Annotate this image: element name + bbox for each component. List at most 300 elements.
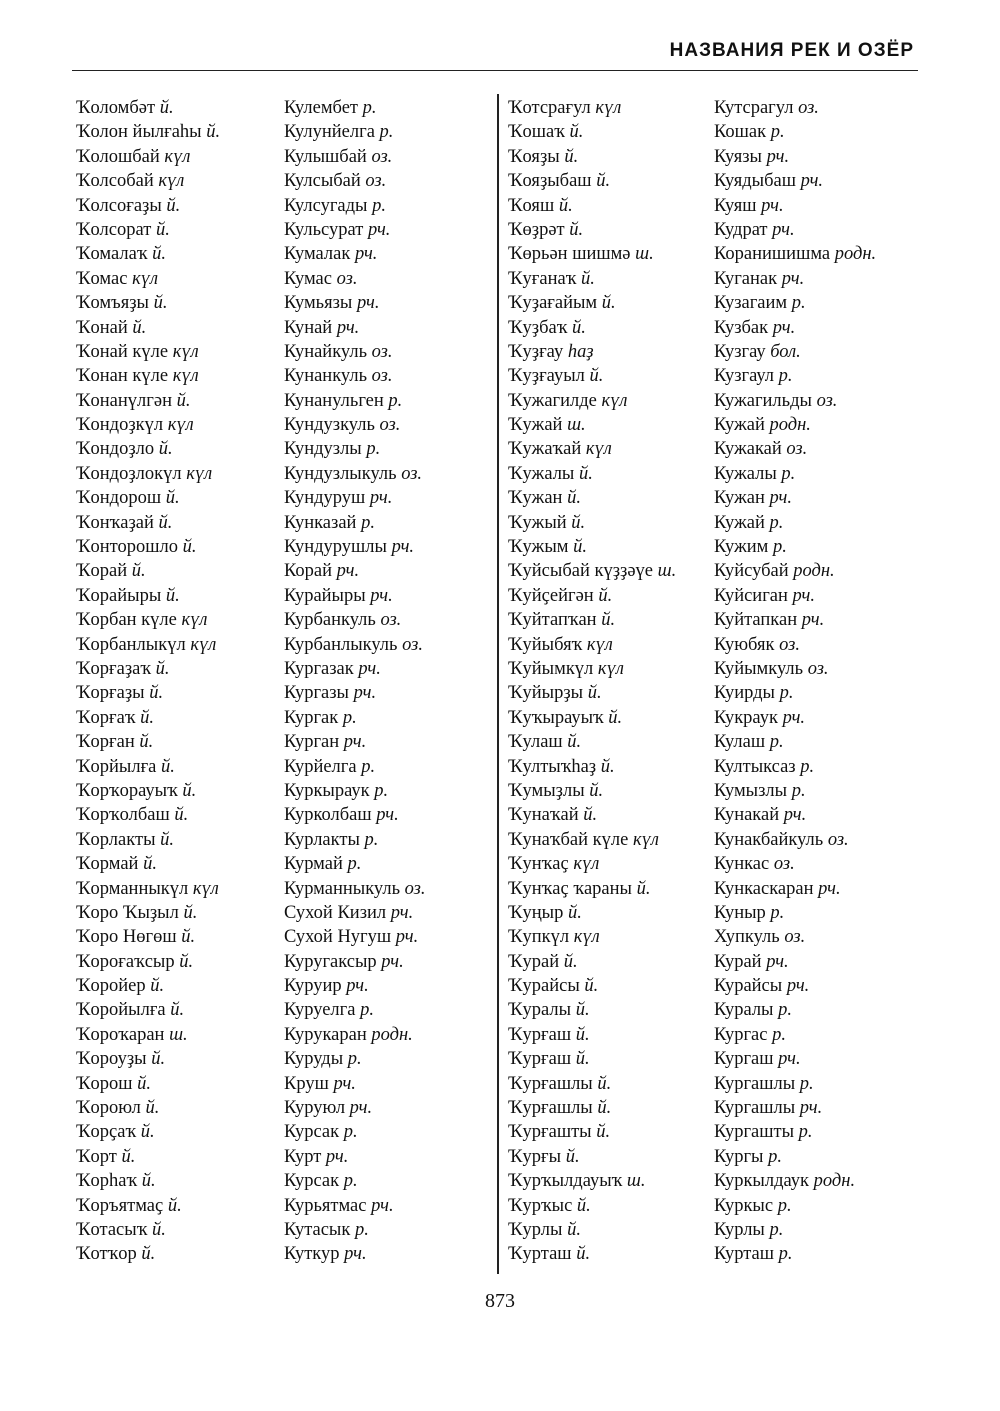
bashkir-name-entry-name: Ҡурғаш [508,1024,572,1045]
bashkir-name-entry-abbreviation: й. [165,488,180,509]
bashkir-name-entry-name: Ҡуҙғау [508,341,564,362]
russian-name-entry-abbreviation: рч. [344,1244,367,1265]
russian-name-entry-abbreviation: р. [791,293,806,314]
bashkir-name-entry-abbreviation: й. [155,658,170,679]
russian-name-entry-abbreviation: рч. [343,732,367,753]
russian-name-entry-abbreviation: родн. [793,561,835,582]
russian-name-entry [714,340,934,364]
russian-name-entry [284,145,494,169]
russian-name-entry-name: Кургашлы [714,1073,796,1094]
russian-name-entry-abbreviation: рч. [783,805,807,826]
russian-name-entry-abbreviation: рч. [778,1049,801,1070]
bashkir-name-entry [76,389,276,413]
bashkir-name-entry-abbreviation: й. [563,951,578,972]
bashkir-name-entry [508,779,712,803]
russian-name-entry-name: Кузбак [714,317,769,338]
bashkir-name-entry [508,803,712,827]
russian-name-entry-abbreviation: рч. [370,585,393,606]
bashkir-name-entry-abbreviation: й. [137,1073,152,1094]
russian-name-entry-abbreviation: бол. [770,341,801,362]
bashkir-name-entry-abbreviation: й. [567,488,581,509]
bashkir-name-entry [508,169,712,193]
bashkir-name-entry-name: Ҡуҙғауыл [508,366,585,387]
bashkir-name-entry-abbreviation: күл [192,878,219,899]
bashkir-name-entry-name: Ҡороҡаран [76,1024,165,1045]
bashkir-name-entry [76,486,276,510]
russian-name-entry-abbreviation: рч. [336,317,360,338]
bashkir-name-entry-name: Ҡорғаҡ [76,707,136,728]
bashkir-name-entry-abbreviation: й. [601,293,616,314]
bashkir-name-entry [76,657,276,681]
bashkir-name-entry-name: Ҡотасыҡ [76,1219,148,1240]
russian-name-entry [714,242,934,266]
bashkir-name-entry-name: Ҡумыҙлы [508,780,585,801]
bashkir-name-entry-abbreviation: й. [140,707,154,728]
bashkir-name-entry-abbreviation: й. [636,878,651,899]
russian-name-entry-name: Кунай [284,317,333,338]
bashkir-name-entry-abbreviation: күл [172,366,199,387]
bashkir-name-entry-name: Ҡорған [76,732,135,753]
bashkir-name-entry-name: Ҡөрьән шишмә [508,244,631,265]
russian-name-entry-name: Кундурушлы [284,537,387,558]
bashkir-name-entry-abbreviation: й. [170,1000,185,1021]
russian-name-entry [284,706,494,730]
bashkir-name-entry [76,1194,276,1218]
russian-name-entry [284,950,494,974]
bashkir-name-entry [76,633,276,657]
russian-name-entry [714,633,934,657]
bashkir-name-entry [508,657,712,681]
russian-name-entry-name: Куруды [284,1049,344,1070]
bashkir-name-entry-name: Ҡорт [76,1146,117,1167]
russian-name-entry-abbreviation: родн. [769,415,811,436]
bashkir-name-entry-name: Ҡолошбай [76,146,160,167]
bashkir-name-entry [76,803,276,827]
russian-name-entry [284,218,494,242]
russian-name-entry-name: Кумас [284,268,332,289]
russian-name-entry-abbreviation: рч. [800,171,824,192]
russian-name-entry [284,316,494,340]
bashkir-name-entry [76,974,276,998]
russian-name-entry-abbreviation: рч. [766,146,790,167]
bashkir-name-entry [508,559,712,583]
russian-name-entry [284,291,494,315]
russian-name-entry [284,1169,494,1193]
russian-name-entry-name: Курайыры [284,585,366,606]
russian-name-entry-name: Курйелга [284,756,357,777]
russian-name-entry [714,998,934,1022]
bashkir-name-entry-abbreviation: й. [150,976,165,997]
bashkir-name-entry-name: Ҡомъяҙы [76,293,149,314]
russian-name-entry [714,1047,934,1071]
bashkir-name-entry-abbreviation: й. [587,683,602,704]
bashkir-name-entry [76,218,276,242]
bashkir-name-entry-abbreviation: й. [596,171,611,192]
russian-name-entry-abbreviation: рч. [772,317,796,338]
russian-name-entry-abbreviation: р. [769,512,784,533]
russian-name-entry [284,340,494,364]
bashkir-name-entry [508,998,712,1022]
russian-name-entry-abbreviation: рч. [799,1098,823,1119]
bashkir-name-entry-abbreviation: й. [176,390,191,411]
bashkir-name-entry [76,681,276,705]
russian-name-entry-name: Курай [714,951,762,972]
bashkir-name-entry-abbreviation: күл [167,415,194,436]
bashkir-name-entry [508,1096,712,1120]
bashkir-name-entry-name: Ҡужан [508,488,563,509]
russian-name-entry [714,194,934,218]
bashkir-name-entry-abbreviation: й. [131,561,146,582]
russian-name-entry [284,267,494,291]
bashkir-name-entry [508,877,712,901]
bashkir-name-entry-abbreviation: й. [565,1146,580,1167]
bashkir-name-entry-abbreviation: й. [166,195,181,216]
russian-name-entry [284,925,494,949]
bashkir-name-entry-abbreviation: күл [585,439,612,460]
bashkir-name-entry [508,633,712,657]
bashkir-name-entry-abbreviation: й. [589,366,604,387]
russian-name-entry [284,462,494,486]
russian-name-entry-abbreviation: р. [798,1122,813,1143]
russian-name-entry-abbreviation: р. [770,902,785,923]
bashkir-name-entry-abbreviation: й. [564,146,579,167]
russian-name-entry [284,1145,494,1169]
bashkir-name-entry-name: Ҡурғаш [508,1049,572,1070]
bashkir-name-entry-name: Ҡурғашлы [508,1098,593,1119]
bashkir-name-entry-name: Ҡорҫаҡ [76,1122,137,1143]
bashkir-name-entry-abbreviation: һаҙ [567,341,594,362]
bashkir-name-entry-abbreviation: ш. [567,415,586,436]
bashkir-name-entry-abbreviation: й. [139,732,154,753]
left-russian-names-column [284,96,494,1267]
bashkir-name-entry [508,1145,712,1169]
bashkir-name-entry-abbreviation: й. [179,951,194,972]
russian-name-entry [284,511,494,535]
russian-name-entry [284,998,494,1022]
bashkir-name-entry [508,511,712,535]
russian-name-entry-name: Кункаскаран [714,878,814,899]
russian-name-entry [714,1145,934,1169]
russian-name-entry-abbreviation: рч. [333,1073,356,1094]
russian-name-entry [714,681,934,705]
bashkir-name-entry-abbreviation: й. [568,902,582,923]
russian-name-entry-name: Сухой Кизил [284,902,387,923]
russian-name-entry [284,242,494,266]
russian-name-entry [714,1072,934,1096]
bashkir-name-entry-abbreviation: й. [167,1195,182,1216]
russian-name-entry [714,779,934,803]
russian-name-entry-abbreviation: р. [343,1171,358,1192]
bashkir-name-entry-name: Ҡужай [508,415,563,436]
russian-name-entry [284,877,494,901]
bashkir-name-entry [76,1120,276,1144]
running-header [72,38,918,71]
bashkir-name-entry-name: Ҡонанүлгән [76,390,172,411]
bashkir-name-entry-abbreviation: й. [597,1073,612,1094]
russian-name-entry [714,218,934,242]
russian-name-entry [714,803,934,827]
bashkir-name-entry-name: Ҡороуҙы [76,1049,147,1070]
russian-name-entry [284,413,494,437]
russian-name-entry-abbreviation: р. [770,122,785,143]
bashkir-name-entry-name: Ҡотсрағул [508,98,591,118]
russian-name-entry-name: Кургаш [714,1049,774,1070]
russian-name-entry-name: Кужагильды [714,390,812,411]
russian-name-entry [714,828,934,852]
russian-name-entry-abbreviation: оз. [798,98,819,118]
russian-name-entry-abbreviation: р. [343,1122,358,1143]
bashkir-name-entry [508,1194,712,1218]
russian-name-entry-name: Куркыс [714,1195,774,1216]
bashkir-name-entry [508,389,712,413]
bashkir-name-entry-name: Ҡондоҙкүл [76,415,164,436]
russian-name-entry-name: Кургашлы [714,1098,796,1119]
bashkir-name-entry [508,242,712,266]
bashkir-name-entry-abbreviation: күл [632,829,659,850]
russian-name-entry-name: Кургак [284,707,339,728]
russian-name-entry-name: Куганак [714,268,778,289]
bashkir-name-entry-abbreviation: й. [575,1000,590,1021]
bashkir-name-entry [76,316,276,340]
bashkir-name-entry-name: Ҡуйҫейгән [508,585,594,606]
russian-name-entry [714,559,934,583]
russian-name-entry-abbreviation: рч. [818,878,841,899]
bashkir-name-entry-name: Ҡондорош [76,488,162,509]
bashkir-name-entry [76,706,276,730]
russian-name-entry-name: Круш [284,1073,329,1094]
bashkir-name-entry-abbreviation: й. [558,195,573,216]
bashkir-name-entry-name: Ҡолсобай [76,171,154,192]
russian-name-entry-name: Кунайкуль [284,341,368,362]
russian-name-entry [714,706,934,730]
russian-name-entry-name: Кундузкуль [284,415,375,436]
russian-name-entry [714,1169,934,1193]
bashkir-name-entry-name: Ҡорбанлыкүл [76,634,186,655]
bashkir-name-entry-name: Ҡужагилде [508,390,597,411]
bashkir-name-entry-name: Ҡупкүл [508,927,570,948]
bashkir-name-entry-name: Ҡороюл [76,1098,141,1119]
bashkir-name-entry [508,120,712,144]
russian-name-entry-name: Кузгау [714,341,766,362]
russian-name-entry-abbreviation: оз. [379,415,401,436]
russian-name-entry-abbreviation: р. [772,537,787,558]
russian-name-entry-abbreviation: оз. [336,268,358,289]
bashkir-name-entry-abbreviation: й. [576,1244,591,1265]
bashkir-name-entry-name: Ҡужым [508,537,569,558]
bashkir-name-entry-abbreviation: й. [155,219,170,240]
russian-name-entry-abbreviation: рч. [356,293,380,314]
bashkir-name-entry [508,267,712,291]
bashkir-name-entry [76,364,276,388]
russian-name-entry-name: Курманныкуль [284,878,401,899]
russian-name-entry-abbreviation: рч. [371,1195,394,1216]
russian-name-entry-abbreviation: оз. [371,146,393,167]
russian-name-entry-abbreviation: рч. [769,488,792,509]
russian-name-entry-abbreviation: р. [778,1244,793,1265]
bashkir-name-entry-name: Ҡотҡор [76,1244,137,1265]
russian-name-entry [714,267,934,291]
bashkir-name-entry-name: Ҡуғанаҡ [508,268,577,289]
russian-name-entry-abbreviation: р. [781,463,796,484]
bashkir-name-entry [76,584,276,608]
russian-name-entry-abbreviation: рч. [325,1146,349,1167]
bashkir-name-entry-abbreviation: ш. [169,1024,188,1045]
bashkir-name-entry-name: Ҡурғашты [508,1122,592,1143]
russian-name-entry-name: Куруелга [284,1000,356,1021]
bashkir-name-entry-abbreviation: й. [584,976,599,997]
bashkir-name-entry-name: Ҡолсоғаҙы [76,195,162,216]
russian-name-entry-name: Кургы [714,1146,764,1167]
bashkir-name-entry [508,852,712,876]
bashkir-name-entry [508,462,712,486]
russian-name-entry-name: Куюбяк [714,634,775,655]
left-bashkir-names-column [76,96,276,1267]
bashkir-name-entry-name: Ҡуйыбяҡ [508,634,583,655]
russian-name-entry [284,96,494,120]
bashkir-name-entry-abbreviation: й. [575,1049,590,1070]
russian-name-entry-abbreviation: оз. [786,439,808,460]
bashkir-name-entry [76,852,276,876]
bashkir-name-entry [508,1242,712,1266]
bashkir-name-entry-abbreviation: й. [152,244,166,265]
russian-name-entry [714,730,934,754]
russian-name-entry [284,1047,494,1071]
russian-name-entry-name: Кункас [714,854,770,875]
bashkir-name-entry-abbreviation: күл [586,634,613,655]
bashkir-name-entry [508,584,712,608]
bashkir-name-entry-abbreviation: й. [569,219,584,240]
bashkir-name-entry-abbreviation: күл [190,634,217,655]
russian-name-entry-abbreviation: оз. [365,171,387,192]
bashkir-name-entry [508,437,712,461]
russian-name-entry [284,901,494,925]
russian-name-entry-name: Курайсы [714,976,783,997]
russian-name-entry [714,755,934,779]
bashkir-name-entry [76,462,276,486]
russian-name-entry [714,584,934,608]
bashkir-name-entry [76,730,276,754]
bashkir-name-entry-name: Ҡунаҡай [508,805,579,826]
russian-name-entry-abbreviation: р. [347,1049,362,1070]
bashkir-name-entry-name: Ҡуҙбаҡ [508,317,568,338]
russian-name-entry-name: Куруир [284,976,342,997]
bashkir-name-entry [76,120,276,144]
bashkir-name-entry-name: Ҡонторошло [76,537,179,558]
russian-name-entry [284,681,494,705]
bashkir-name-entry [76,901,276,925]
russian-name-entry-name: Кургас [714,1024,768,1045]
russian-name-entry [714,389,934,413]
russian-name-entry-abbreviation: р. [347,854,362,875]
bashkir-name-entry [508,1023,712,1047]
column-divider [497,94,499,1274]
bashkir-name-entry [508,145,712,169]
russian-name-entry [284,120,494,144]
russian-name-entry [284,194,494,218]
russian-name-entry [284,1242,494,1266]
bashkir-name-entry-name: Ҡонай күле [76,341,169,362]
bashkir-name-entry-name: Ҡурҡылдауыҡ [508,1171,623,1192]
bashkir-name-entry [508,316,712,340]
russian-name-entry [714,1218,934,1242]
russian-name-entry-name: Коранишишма [714,244,831,265]
bashkir-name-entry-abbreviation: й. [571,317,586,338]
bashkir-name-entry-name: Ҡунаҡбай күле [508,829,629,850]
russian-name-entry-name: Сухой Нугуш [284,927,392,948]
bashkir-name-entry [76,1072,276,1096]
russian-name-entry-abbreviation: р. [366,439,381,460]
bashkir-name-entry-abbreviation: й. [121,1146,136,1167]
russian-name-entry-name: Кужалы [714,463,777,484]
russian-name-entry-name: Кундуруш [284,488,366,509]
russian-name-entry-abbreviation: рч. [766,951,789,972]
russian-name-entry-name: Кунакай [714,805,780,826]
bashkir-name-entry [508,974,712,998]
russian-name-entry-name: Курт [284,1146,322,1167]
bashkir-name-entry-name: Ҡултыҡһаҙ [508,756,597,777]
bashkir-name-entry [508,1072,712,1096]
russian-name-entry-abbreviation: р. [799,1073,814,1094]
bashkir-name-entry [508,194,712,218]
russian-name-entry-abbreviation: р. [769,732,784,753]
russian-name-entry [714,364,934,388]
bashkir-name-entry [76,1218,276,1242]
russian-name-entry [284,608,494,632]
russian-name-entry [714,511,934,535]
russian-name-entry-name: Кундузлыкуль [284,463,397,484]
russian-name-entry-abbreviation: оз. [404,878,426,899]
russian-name-entry-name: Кузагаим [714,293,788,314]
russian-name-entry-abbreviation: р. [362,98,377,118]
russian-name-entry-abbreviation: рч. [354,244,378,265]
bashkir-name-entry-name: Ҡулаш [508,732,563,753]
russian-name-entry [714,925,934,949]
bashkir-name-entry-name: Ҡөҙрәт [508,219,565,240]
bashkir-name-entry [76,755,276,779]
bashkir-name-entry [508,901,712,925]
bashkir-name-entry-name: Ҡорғаҙаҡ [76,658,151,679]
russian-name-entry-abbreviation: рч. [369,488,393,509]
russian-name-entry-name: Курлы [714,1219,765,1240]
russian-name-entry [284,828,494,852]
russian-name-entry-name: Куруюл [284,1098,346,1119]
russian-name-entry-name: Курсак [284,1171,340,1192]
bashkir-name-entry-abbreviation: й. [158,439,173,460]
russian-name-entry [714,145,934,169]
bashkir-name-entry-abbreviation: й. [567,1219,581,1240]
bashkir-name-entry [508,413,712,437]
russian-name-entry [714,535,934,559]
bashkir-name-entry-abbreviation: й. [160,829,174,850]
russian-name-entry-name: Кургазак [284,658,354,679]
bashkir-name-entry-name: Ҡорғаҙы [76,683,145,704]
bashkir-name-entry-name: Ҡошаҡ [508,122,565,143]
russian-name-entry-name: Кулембет [284,98,358,118]
bashkir-name-entry-abbreviation: күл [601,390,628,411]
bashkir-name-entry-abbreviation: й. [575,1024,590,1045]
bashkir-name-entry-name: Ҡуйырҙы [508,683,584,704]
russian-name-entry [284,364,494,388]
bashkir-name-entry-abbreviation: й. [183,902,198,923]
bashkir-name-entry [76,1096,276,1120]
russian-name-entry-name: Куругаксыр [284,951,377,972]
russian-name-entry-name: Кузгаул [714,366,775,387]
bashkir-name-entry [508,486,712,510]
bashkir-name-entry-abbreviation: күл [132,268,159,289]
bashkir-name-entry-abbreviation: күл [573,854,600,875]
russian-name-entry [284,803,494,827]
bashkir-name-entry-abbreviation: күл [172,341,199,362]
